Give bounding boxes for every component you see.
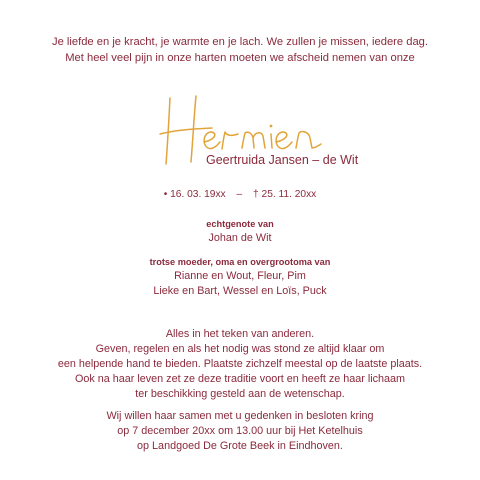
ceremony-line: Wij willen haar samen met u gedenken in besloten kring — [106, 410, 374, 422]
full-name: Geertruida Jansen – de Wit — [206, 153, 359, 167]
intro-line: Je liefde en je kracht, je warmte en je lach. We zullen je missen, iedere dag. — [51, 36, 428, 48]
date-separator: – — [236, 189, 243, 200]
family-line: Lieke en Bart, Wessel en Loïs, Puck — [153, 285, 327, 297]
birth-icon: • — [163, 189, 168, 200]
tribute-line: een helpende hand te bieden. Plaatste zichzelf meestal op de laatste plaats. — [57, 358, 423, 370]
birth-date: 16. 03. 19xx — [170, 189, 226, 200]
intro-text — [20, 34, 460, 66]
tribute-line: Ook na haar leven zet ze deze traditie voort en heeft ze haar lichaam — [74, 373, 406, 385]
spouse-name: Johan de Wit — [208, 232, 272, 244]
family-heading: trotse moeder, oma en overgrootoma van — [149, 257, 331, 267]
ceremony-text — [0, 409, 480, 454]
tribute-text — [0, 327, 480, 402]
ceremony-line: op Landgoed De Grote Beek in Eindhoven. — [137, 440, 343, 452]
ceremony-line: op 7 december 20xx om 13.00 uur bij Het Ketelhuis — [117, 425, 363, 437]
death-date: 25. 11. 20xx — [261, 189, 317, 200]
spouse-section — [0, 218, 480, 246]
tribute-line: Geven, regelen en als het nodig was stond ze altijd klaar om — [95, 343, 385, 355]
intro-line: Met heel veel pijn in onze harten moeten we afscheid nemen van onze — [65, 52, 415, 64]
spouse-heading: echtgenote van — [206, 219, 274, 229]
family-section — [0, 256, 480, 299]
family-line: Rianne en Wout, Fleur, Pim — [174, 270, 306, 282]
death-icon: † — [253, 189, 259, 200]
tribute-line: Alles in het teken van anderen. — [165, 328, 315, 340]
tribute-line: ter beschikking gesteld aan de wetenschap. — [135, 388, 345, 400]
life-dates — [0, 189, 480, 200]
